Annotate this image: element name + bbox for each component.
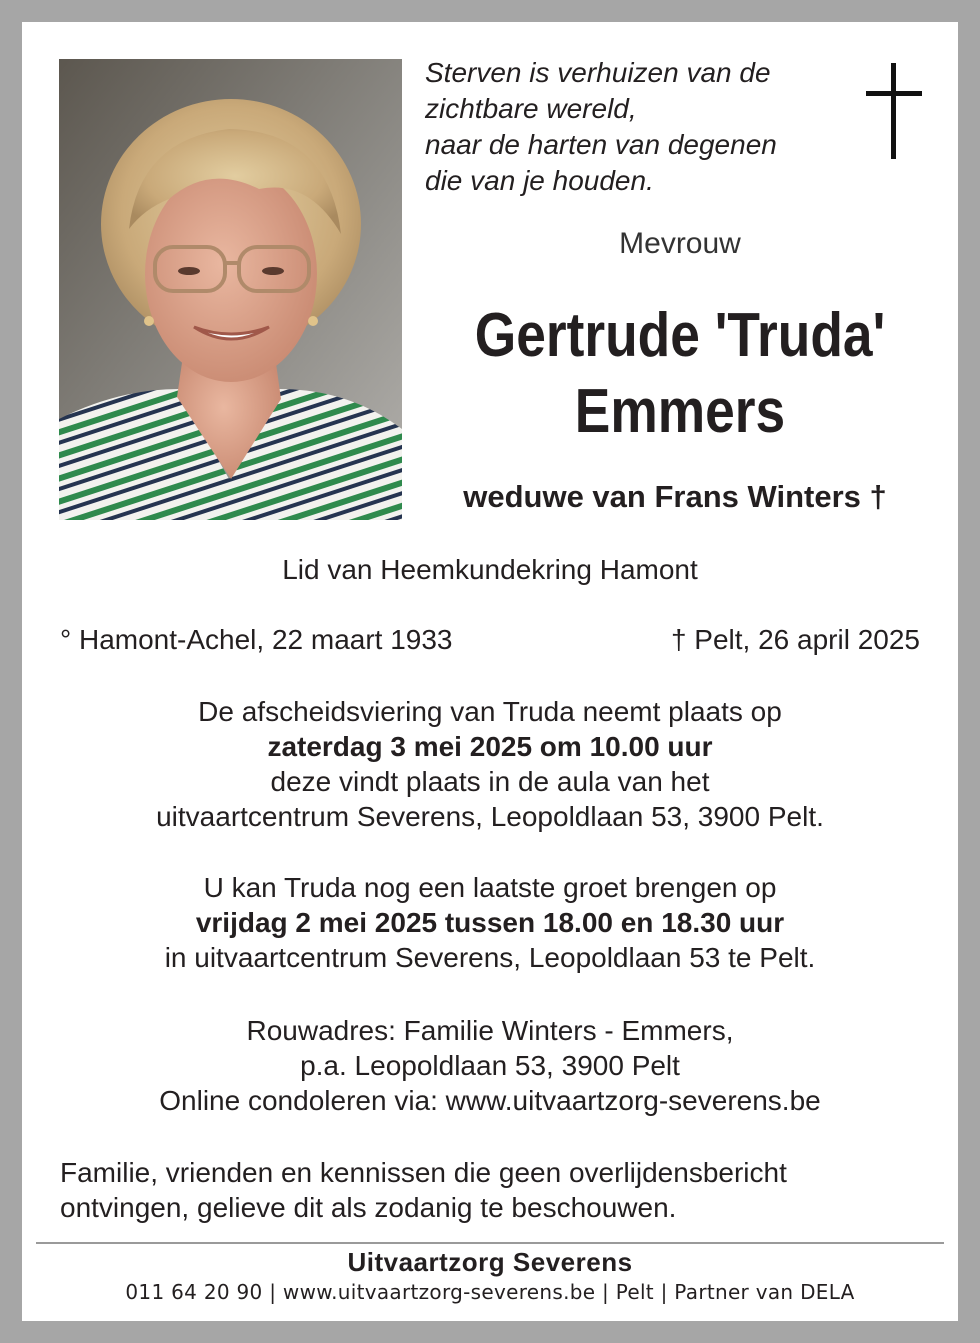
poem-line: zichtbare wereld, (425, 93, 637, 124)
visitation-location: in uitvaartcentrum Severens, Leopoldlaan 53 te Pelt. (164, 942, 816, 973)
funeral-company-info: 011 64 20 90 | www.uitvaartzorg-severens.be | Pelt | Partner van DELA (125, 1280, 855, 1304)
spouse-line: weduwe van Frans Winters † (463, 479, 887, 514)
family-notice (60, 1155, 920, 1225)
deceased-name (456, 298, 903, 450)
death-info: † Pelt, 26 april 2025 (670, 624, 920, 655)
ceremony-location-2: uitvaartcentrum Severens, Leopoldlaan 53, 3900 Pelt. (156, 801, 824, 832)
name-line-1: Gertrude 'Truda' (474, 301, 886, 370)
visitation-intro: U kan Truda nog een laatste groet brengen op (203, 872, 777, 903)
visitation-datetime: vrijdag 2 mei 2025 tussen 18.00 en 18.30 uur (195, 907, 785, 938)
address-street: p.a. Leopoldlaan 53, 3900 Pelt (300, 1050, 680, 1081)
birth-info: ° Hamont-Achel, 22 maart 1933 (60, 624, 453, 655)
poem-line: naar de harten van degenen (425, 129, 777, 160)
honorific: Mevrouw (619, 227, 741, 260)
footer-divider (36, 1242, 944, 1244)
visitation-block (59, 870, 921, 975)
ceremony-intro: De afscheidsviering van Truda neemt plaats op (198, 696, 782, 727)
notice-line: Familie, vrienden en kennissen die geen overlijdensbericht (60, 1157, 787, 1188)
mourning-address: Rouwadres: Familie Winters - Emmers, (246, 1015, 734, 1046)
poem-line: die van je houden. (425, 165, 654, 196)
ceremony-block (59, 694, 921, 834)
ceremony-location-1: deze vindt plaats in de aula van het (270, 766, 710, 797)
address-block (59, 1013, 921, 1118)
funeral-company-name: Uitvaartzorg Severens (347, 1247, 633, 1277)
poem (425, 55, 845, 199)
latin-cross-icon (866, 63, 922, 159)
poem-line: Sterven is verhuizen van de (425, 57, 771, 88)
online-condolence: Online condoleren via: www.uitvaartzorg-severens.be (159, 1085, 821, 1116)
portrait-photo (59, 59, 402, 520)
name-line-2: Emmers (574, 377, 786, 446)
ceremony-datetime: zaterdag 3 mei 2025 om 10.00 uur (267, 731, 713, 762)
membership-line: Lid van Heemkundekring Hamont (282, 554, 698, 585)
notice-line: ontvingen, gelieve dit als zodanig te beschouwen. (60, 1192, 677, 1223)
